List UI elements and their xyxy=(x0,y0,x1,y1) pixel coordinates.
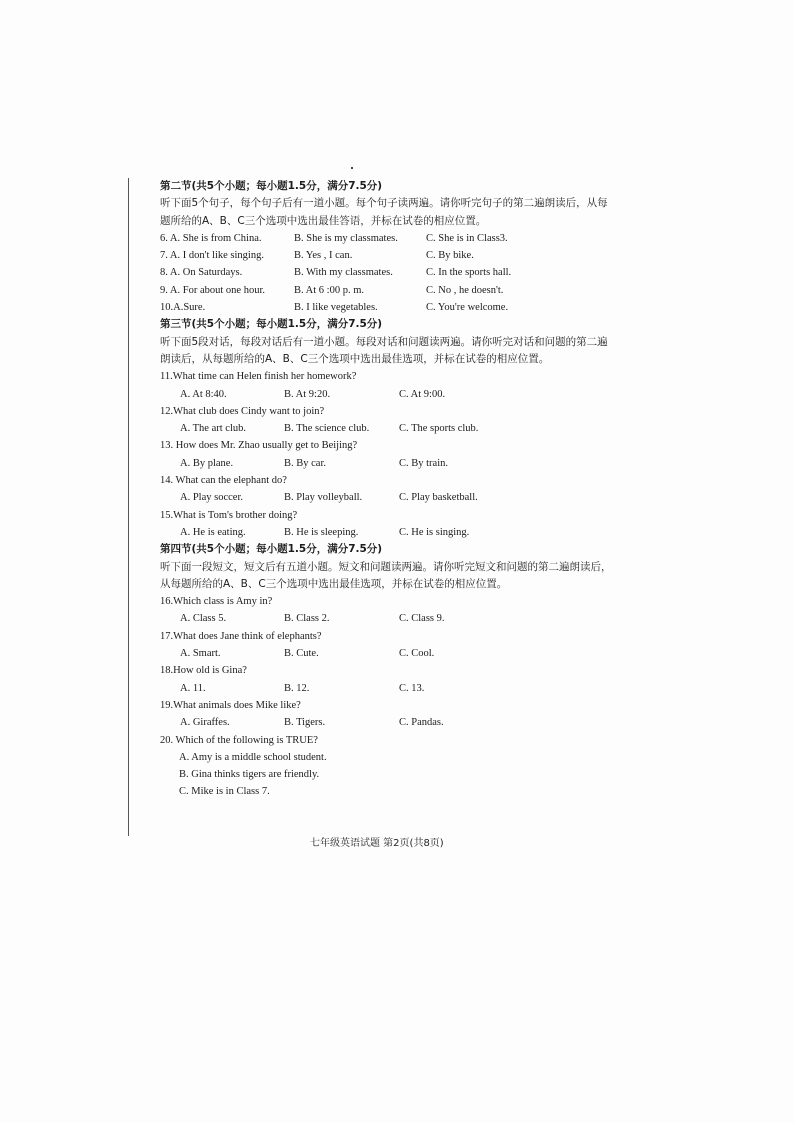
option-a: 6. A. She is from China. xyxy=(160,232,262,244)
section2-title: 第二节(共5个小题；每小题1.5分，满分7.5分) xyxy=(160,180,383,192)
option-c: C. No , he doesn't. xyxy=(426,284,504,296)
option-b: B. Yes , I can. xyxy=(294,250,353,262)
option-a: 8. A. On Saturdays. xyxy=(160,267,243,279)
option-b: B. At 6 :00 p. m. xyxy=(294,284,365,296)
question-9 xyxy=(160,282,650,299)
option-c: C. In the sports hall. xyxy=(426,267,512,279)
option-c: C. She is in Class3. xyxy=(426,232,508,244)
section4-instruction-line1: 听下面一段短文，短文后有五道小题。短文和问题读两遍。请你听完短文和问题的第二遍朗读后， xyxy=(160,560,612,573)
section3-title: 第三节(共5个小题；每小题1.5分，满分7.5分) xyxy=(160,318,383,331)
question-7 xyxy=(160,247,650,264)
question-6 xyxy=(160,230,650,247)
option-b: B. 12. xyxy=(284,682,310,694)
question-11-options xyxy=(160,386,650,403)
option-b: B. Tigers. xyxy=(284,717,326,729)
option-a: 7. A. I don't like singing. xyxy=(160,250,264,262)
section3-instruction-line2: 朗读后，从每题所给的A、B、C三个选项中选出最佳选项，并标在试卷的相应位置。 xyxy=(160,352,550,365)
option-c: C. At 9:00. xyxy=(399,388,446,400)
question-17: 17.What does Jane think of elephants? xyxy=(160,630,322,642)
option-a: A. Smart. xyxy=(180,648,221,660)
question-10 xyxy=(160,299,650,316)
section3-instruction-line1: 听下面5段对话，每段对话后有一道小题。每段对话和问题读两遍。请你听完对话和问题的第二遍 xyxy=(160,335,608,348)
option-b: B. Play volleyball. xyxy=(284,492,363,504)
option-c: C. Pandas. xyxy=(399,717,444,729)
page-footer: 七年级英语试题 第2页(共8页) xyxy=(310,838,444,849)
question-17-options xyxy=(160,645,650,662)
option-b: B. She is my classmates. xyxy=(294,232,398,244)
question-14-options xyxy=(160,489,650,506)
question-18: 18.How old is Gina? xyxy=(160,665,247,677)
option-a: A. At 8:40. xyxy=(180,388,227,400)
question-11: 11.What time can Helen finish her homework? xyxy=(160,371,357,383)
option-c: C. You're welcome. xyxy=(426,302,509,314)
section4-instruction-line2: 从每题所给的A、B、C三个选项中选出最佳选项，并标在试卷的相应位置。 xyxy=(160,577,508,590)
option-c: C. Cool. xyxy=(399,648,435,660)
section4-title: 第四节(共5个小题；每小题1.5分，满分7.5分) xyxy=(160,543,383,556)
question-8 xyxy=(160,264,650,281)
question-20: 20. Which of the following is TRUE? xyxy=(160,734,318,746)
option-c: C. By bike. xyxy=(426,250,474,262)
option-a: A. The art club. xyxy=(180,423,246,435)
question-13-options xyxy=(160,455,650,472)
option-c: C. Play basketball. xyxy=(399,492,478,504)
margin-line xyxy=(128,178,129,836)
option-a: 10.A.Sure. xyxy=(160,302,206,314)
section2-instruction-line2: 题所给的A、B、C三个选项中选出最佳答语，并标在试卷的相应位置。 xyxy=(160,214,487,227)
option-b: B. At 9:20. xyxy=(284,388,331,400)
question-13: 13. How does Mr. Zhao usually get to Beijing? xyxy=(160,440,358,452)
option-c: C. 13. xyxy=(399,682,425,694)
section2-instruction-line1: 听下面5个句子，每个句子后有一道小题。每个句子读两遍。请你听完句子的第二遍朗读后，从每 xyxy=(160,197,608,210)
question-16: 16.Which class is Amy in? xyxy=(160,596,273,608)
option-a: A. He is eating. xyxy=(180,526,246,538)
option-c: C. Class 9. xyxy=(399,613,445,625)
option-a: A. 11. xyxy=(180,682,206,694)
option-a: A. Play soccer. xyxy=(180,492,243,504)
question-20-option-a: A. Amy is a middle school student. xyxy=(179,751,327,763)
option-b: B. I like vegetables. xyxy=(294,302,378,314)
scan-speck xyxy=(351,167,353,169)
option-a: A. Giraffes. xyxy=(180,717,230,729)
option-b: B. Class 2. xyxy=(284,613,330,625)
option-a: A. By plane. xyxy=(180,457,234,469)
option-c: C. By train. xyxy=(399,457,448,469)
option-a: 9. A. For about one hour. xyxy=(160,284,265,296)
question-18-options xyxy=(160,680,650,697)
question-16-options xyxy=(160,610,650,627)
question-19-options xyxy=(160,714,650,731)
option-b: B. By car. xyxy=(284,457,326,469)
question-15-options xyxy=(160,524,650,541)
question-20-option-c: C. Mike is in Class 7. xyxy=(179,786,270,798)
exam-content xyxy=(160,178,650,801)
option-b: B. The science club. xyxy=(284,423,370,435)
question-12: 12.What club does Cindy want to join? xyxy=(160,405,325,417)
question-19: 19.What animals does Mike like? xyxy=(160,699,301,711)
option-c: C. The sports club. xyxy=(399,423,479,435)
question-15: 15.What is Tom's brother doing? xyxy=(160,509,298,521)
question-12-options xyxy=(160,420,650,437)
question-20-option-b: B. Gina thinks tigers are friendly. xyxy=(179,769,320,781)
option-b: B. With my classmates. xyxy=(294,267,393,279)
option-b: B. Cute. xyxy=(284,648,319,660)
option-a: A. Class 5. xyxy=(180,613,227,625)
option-c: C. He is singing. xyxy=(399,526,470,538)
question-14: 14. What can the elephant do? xyxy=(160,475,287,487)
option-b: B. He is sleeping. xyxy=(284,526,359,538)
